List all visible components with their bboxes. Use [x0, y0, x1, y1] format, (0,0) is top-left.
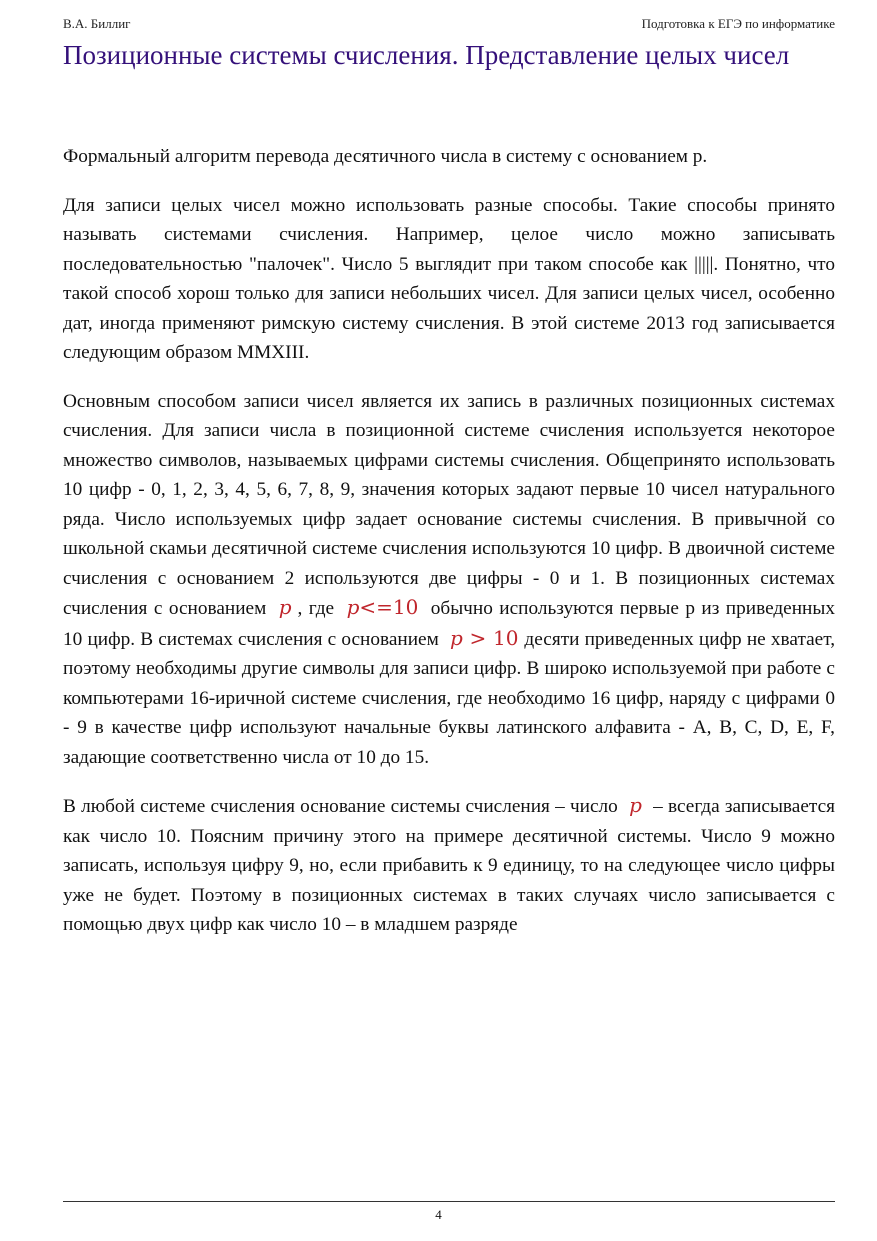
paragraph-1: Формальный алгоритм перевода десятичного числа в систему с основанием р.	[63, 146, 708, 167]
paragraph-3-part-c: обычно используются первые р из приведенных 10 цифр. В системах счисления с основанием	[63, 598, 835, 650]
paragraph-3-part-d: десяти приведенных цифр не хватает, поэтому необходимы другие символы для записи цифр. В широко используемой при работе с компьютерами 16-иричной системе счисления, где необходимо 16 цифр, наряду с цифрами 0 - 9 в качестве цифр используют начальные буквы латинского алфавита - A, B, C, D, E, F, задающие соответственно числа от 10 до 15.	[63, 628, 836, 768]
paragraph-2: Для записи целых чисел можно использовать разные способы. Такие способы принято называть системами счисления. Например, целое число можно записывать последовательностью "палочек". Число 5 выглядит при таком способе как |||||. Понятно, что такой способ хорош только для записи небольших чисел. Для записи целых чисел, особенно дат, иногда применяют римскую систему счисления. В этой системе 2013 год записывается следующим образом MMXIII.	[63, 194, 835, 363]
paragraph-3	[63, 387, 835, 773]
footer-divider	[63, 1201, 835, 1202]
body-text	[63, 142, 835, 959]
header-course: Подготовка к ЕГЭ по информатике	[641, 16, 835, 31]
page-number: 4	[435, 1207, 442, 1222]
formula-p-gt-10: p > 10	[449, 625, 519, 650]
paragraph-3-part-a: Основным способом записи чисел является их запись в различных позиционных системах счисления. Для записи числа в позиционной системе счисления используется некоторое множество символов, называемых цифрами системы счисления. Общепринято использовать 10 цифр - 0, 1, 2, 3, 4, 5, 6, 7, 8, 9, значения которых задают первые 10 чисел натурального ряда. Число используемых цифр задает основание системы счисления. В привычной со школьной скамьи десятичной системе счисления используются 10 цифр. В двоичной системе счисления с основанием 2 используются две цифры - 0 и 1. В позиционных системах счисления с основанием	[63, 390, 835, 619]
paragraph-4	[63, 791, 835, 940]
header-author: В.А. Биллиг	[63, 16, 131, 31]
paragraph-4-part-a: В любой системе счисления основание системы счисления – число	[63, 796, 618, 817]
formula-p-le-10: p<=10	[346, 595, 419, 619]
formula-p: p	[278, 595, 292, 619]
page-title: Позиционные системы счисления. Представление целых чисел	[63, 40, 790, 70]
formula-p-base: p	[629, 793, 642, 817]
paragraph-3-part-b: , где	[297, 598, 335, 619]
paragraph-4-part-b: – всегда записывается как число 10. Поясним причину этого на примере десятичной системы. Число 9 можно записать, используя цифру 9, но, если прибавить к 9 единицу, то на следующее число цифры уже не будет. Поэтому в позиционных системах в таких случаях число записывается с помощью двух цифр как число 10 – в младшем разряде	[63, 796, 835, 935]
